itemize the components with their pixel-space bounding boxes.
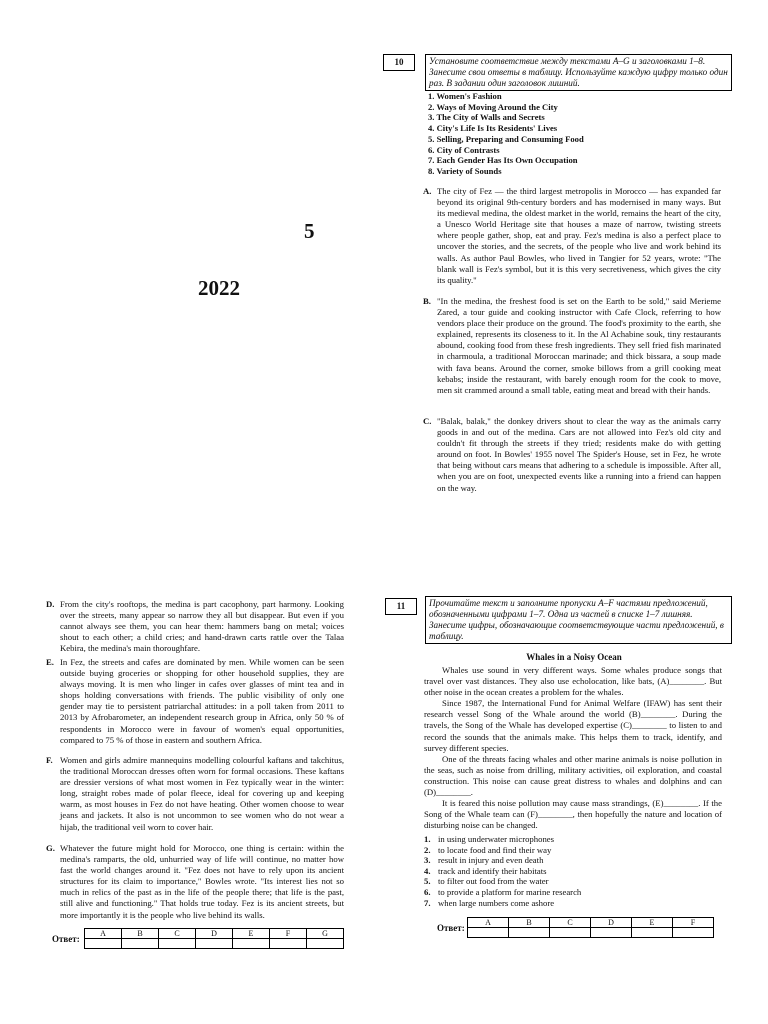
heading-item: 8. Variety of Sounds (428, 165, 502, 176)
option-text: to provide a platform for marine research (438, 886, 582, 897)
text-letter: G. (46, 843, 55, 853)
text-d (46, 599, 344, 654)
answer-cell[interactable] (159, 939, 196, 949)
article-body (424, 665, 722, 831)
answer-column-header: C (159, 929, 196, 939)
text-e (46, 657, 344, 746)
answer-column-header: B (122, 929, 159, 939)
text-f (46, 755, 344, 833)
text-letter: E. (46, 657, 54, 667)
option-number: 6. (424, 886, 431, 897)
answer-cell[interactable] (673, 928, 714, 938)
answer-column-header: E (233, 929, 270, 939)
task-11-number: 11 (385, 598, 417, 615)
text-body: "Balak, balak," the donkey drivers shout to clear the way as the animals carry goods in and out of the medina. Cars are not allowed into Fez's old city and couldn't fit through the streets if they tried; residents make do with getting around on foot. In Bowles' 1955 novel The Spider's House, set in Fez, he wrote that being without cars means that adhering to a schedule is impossible. After all, when you are on foot, unexpected events like a running into a friend can happen on the way. (437, 416, 721, 493)
text-a (423, 186, 721, 286)
answer-column-header: B (509, 918, 550, 928)
answer-cell[interactable] (550, 928, 591, 938)
heading-item: 5. Selling, Preparing and Consuming Food (428, 133, 584, 144)
heading-item: 4. City's Life Is Its Residents' Lives (428, 123, 558, 134)
text-letter: D. (46, 599, 55, 609)
answer-cell[interactable] (196, 939, 233, 949)
option-text: result in injury and even death (438, 855, 544, 866)
text-letter: B. (423, 296, 431, 306)
text-g (46, 843, 344, 921)
answer-column-header: D (196, 929, 233, 939)
task-11-answer-table (467, 917, 714, 938)
answer-cell[interactable] (509, 928, 550, 938)
heading-item: 1. Women's Fashion (428, 91, 502, 101)
task-10-number: 10 (383, 54, 415, 71)
text-body: Whatever the future might hold for Morocco, one thing is certain: within the medina's ramparts, the old, unhurried way of life will continue, no matter how fast the world changes around it. "Fez does not have to rely upon its ancient structures for its claim to importance," Bowles wrote. "Its interest lies not so much in relics of the past as in the life of the people there; that life is the past, still alive and functioning." That holds true today. Fez is its ancient streets, but more importantly it is the people who live behind its walls. (60, 843, 344, 920)
answer-column-header: F (673, 918, 714, 928)
task-11-answer-label: Ответ: (437, 923, 465, 933)
article-paragraph: Whales use sound in very different ways. Some whales produce songs that travel over vast distances. They also use echolocation, like bats, (A)________. But other noise in the ocean creates a problem for the whales. (424, 665, 722, 698)
heading-item: 7. Each Gender Has Its Own Occupation (428, 155, 578, 166)
option-number: 7. (424, 897, 431, 908)
answer-column-header: A (85, 929, 122, 939)
answer-cell[interactable] (85, 939, 122, 949)
heading-item: 6. City of Contrasts (428, 144, 500, 155)
answer-cell[interactable] (307, 939, 344, 949)
option-item (424, 866, 581, 877)
text-body: From the city's rooftops, the medina is part cacophony, part harmony. Looking over the streets, many appear so narrow they all but disappear. But even if you cannot always see them, you can hear them: hammers bang on metal; voices shout to each other; a child cries; and hand-drawn carts rattle over the Talaa Kebira, the medina's main thoroughfare. (60, 599, 344, 654)
option-number: 2. (424, 844, 431, 855)
answer-column-header: G (307, 929, 344, 939)
text-body: In Fez, the streets and cafes are dominated by men. While women can be seen outside buying groceries or shopping for other household supplies, they are always moving. It is men who linger in cafes over glasses of mint tea and in shops holding conversations with friends. The public visibility of only one gender may tie to persistent patriarchal attitudes: in a poll taken from 2011 to 2013 by Afrobarometer, an independent research group in Africa, only 50 % of respondents in Morocco were in favour of women's equal opportunities, compared to 75 % of those in eastern and southern Africa. (60, 657, 344, 745)
option-item (424, 845, 581, 856)
answer-column-header: E (632, 918, 673, 928)
article-paragraph: It is feared this noise pollution may cause mass strandings, (E)________. If the Song of the Whale team can (F)________, then hopefully the nature and location of disturbing noise can be changed. (424, 798, 722, 831)
option-number: 3. (424, 855, 431, 866)
option-number: 1. (424, 834, 431, 844)
text-body: "In the medina, the freshest food is set on the Earth to be sold," said Merieme Zared, a tour guide and cooking instructor with Cafe Clock, referring to how vendors place their produce on the ground. The food's proximity to the earth, she explained, represents its closeness to it. In the Al Achabine souk, tiny restaurants abound, cooking food from these fresh ingredients. They sell fried fish marinated in charmoula, a traditional Moroccan marinade; and thick bissara, a soup made with fava beans. Around the corner, smoke billows from a grill cooking meat kebabs; inside the restaurant, with barely enough room for the cook to move, men sit crammed around a small table, eating meat and bread with their hands. (437, 296, 721, 395)
article-paragraph: Since 1987, the International Fund for Animal Welfare (IFAW) has sent their research vessel Song of the Whale around the world (B)________. During the travels, the Song of the Whale has developed expertise (C)________ to listen to and record the sounds that the animals make. This helps them to track, identify, and survey different species. (424, 698, 722, 753)
option-item (424, 855, 581, 866)
heading-item: 3. The City of Walls and Secrets (428, 112, 545, 123)
heading-item: 2. Ways of Moving Around the City (428, 101, 558, 112)
answer-column-header: D (591, 918, 632, 928)
answer-cell[interactable] (270, 939, 307, 949)
answer-cell[interactable] (468, 928, 509, 938)
answer-cell[interactable] (122, 939, 159, 949)
option-item (424, 887, 581, 898)
year: 2022 (198, 276, 240, 300)
task-10-answer-table (84, 928, 344, 949)
option-text: track and identify their habitats (438, 865, 547, 876)
text-b (423, 296, 721, 396)
answer-column-header: F (270, 929, 307, 939)
task-11-instruction: Прочитайте текст и заполните пропуски A–F частями предложений, обозначенными цифрами 1–7. Одна из частей в списке 1–7 лишняя. Занесите цифры, обозначающие соответствующие части предложений, в таблицу. (425, 596, 732, 644)
text-body: Women and girls admire mannequins modelling colourful kaftans and takchitus, the traditional Moroccan dresses often worn for formal occasions. These kaftans are dressier versions of what most women in Fez typically wear in the winter: long, straight robes made of polar fleece, ideal for covering up and keeping warm, as most houses in Fez do not have heating. Other women choose to wear jeans and jackets. It also is not uncommon to see women who do not wear a hijab, the traditional veil worn to cover hair. (60, 755, 344, 832)
option-text: to filter out food from the water (438, 876, 549, 887)
option-number: 4. (424, 865, 431, 876)
option-text: to locate food and find their way (438, 844, 552, 855)
page-number: 5 (304, 219, 315, 243)
text-letter: F. (46, 755, 53, 765)
answer-column-header: A (468, 918, 509, 928)
article-title: Whales in a Noisy Ocean (526, 652, 622, 662)
answer-cell[interactable] (233, 939, 270, 949)
option-number: 5. (424, 876, 431, 887)
task-10-instruction: Установите соответствие между текстами A–G и заголовками 1–8. Занесите свои ответы в таблицу. Используйте каждую цифру только один раз. В задании один заголовок лишний. (425, 54, 732, 91)
option-item (424, 876, 581, 887)
option-text: when large numbers come ashore (438, 897, 555, 908)
option-item (424, 834, 581, 845)
answer-cell[interactable] (591, 928, 632, 938)
text-letter: A. (423, 186, 432, 196)
option-item (424, 898, 581, 909)
text-body: The city of Fez — the third largest metropolis in Morocco — has expanded far beyond its original 9th-century borders and has modernised in many ways. But its medieval medina, the oldest market in the world, remains the heart of the city, a Unesco World Heritage site that houses a maze of narrow, twisting streets where people gather, shop, eat and pray. Fez's medina is also a perfect place to uncover the stories, and the secrets, of the people who live and work behind its walls. As author Paul Bowles, who lived in Tangier for 52 years, wrote: "The blank wall is Fez's symbol, but it is this very secretiveness, which gives the city its quality." (437, 186, 721, 285)
answer-column-header: C (550, 918, 591, 928)
answer-cell[interactable] (632, 928, 673, 938)
task-10-answer-label: Ответ: (52, 934, 80, 944)
text-c (423, 416, 721, 494)
task-10-headings (428, 91, 584, 177)
article-paragraph: One of the threats facing whales and other marine animals is noise pollution in the seas, such as noise from drilling, military activities, oil exploration, and coastal construction. This noise can cause great distress to whales and dolphins and can (D)________. (424, 753, 722, 798)
text-letter: C. (423, 416, 432, 426)
option-text: in using underwater microphones (438, 834, 555, 844)
task-11-options (424, 834, 581, 908)
